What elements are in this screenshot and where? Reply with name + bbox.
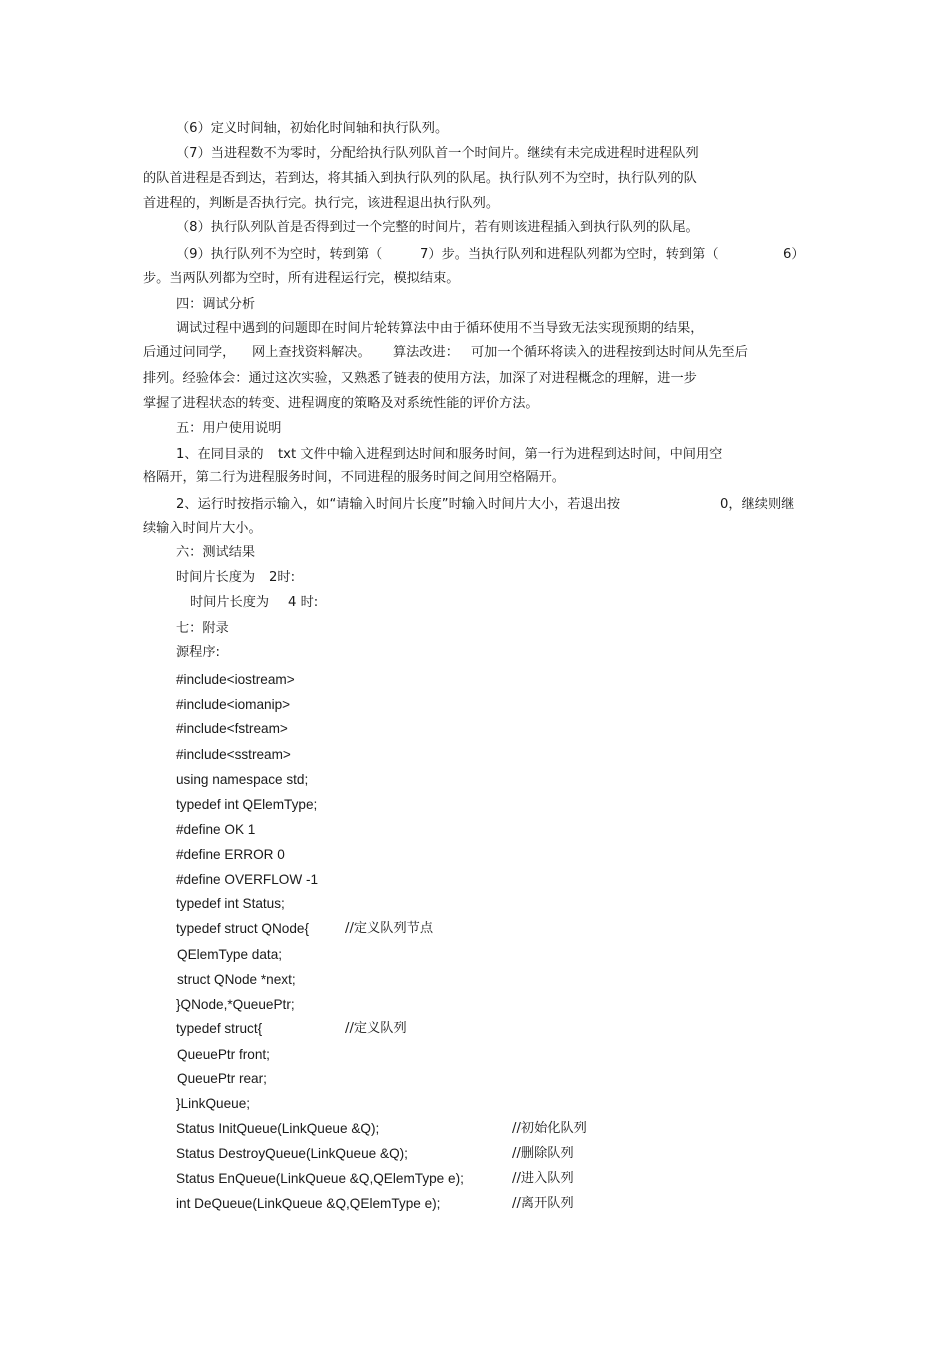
code-line: typedef struct QNode{ xyxy=(176,921,309,936)
code-line: QElemType data; xyxy=(177,947,283,962)
step-7-line-3: 首进程的，判断是否执行完。执行完，该进程退出执行队列。 xyxy=(143,196,500,211)
code-line: #define OVERFLOW -1 xyxy=(176,872,319,887)
step-7-line-2: 的队首进程是否到达，若到达，将其插入到执行队列的队尾。执行队列不为空时，执行队列的队 xyxy=(143,171,697,186)
debug-line-2d: 可加一个循环将读入的进程按到达时间从先至后 xyxy=(471,345,748,360)
code-line: #define OK 1 xyxy=(176,822,256,837)
code-comment-qnode: //定义队列节点 xyxy=(345,921,434,936)
code-line: #include<fstream> xyxy=(176,721,288,736)
appendix-heading: 七：附录 xyxy=(176,621,229,636)
code-comment-destroy: //删除队列 xyxy=(512,1146,574,1161)
step-9-line-1b: 7）步。当执行队列和进程队列都为空时，转到第（ xyxy=(420,247,719,262)
code-line: #include<sstream> xyxy=(176,747,291,762)
code-comment-init: //初始化队列 xyxy=(512,1121,587,1136)
step-6: （6）定义时间轴，初始化时间轴和执行队列。 xyxy=(176,121,449,136)
debug-line-1: 调试过程中遇到的问题即在时间片轮转算法中由于循环使用不当导致无法实现预期的结果， xyxy=(176,321,704,336)
code-line: Status InitQueue(LinkQueue &Q); xyxy=(176,1121,380,1136)
code-line: QueuePtr front; xyxy=(177,1047,270,1062)
code-line: #include<iostream> xyxy=(176,672,295,687)
code-line: #include<iomanip> xyxy=(176,697,291,712)
code-line: typedef int QElemType; xyxy=(176,797,318,812)
debug-line-2b: 网上查找资料解决。 xyxy=(252,345,371,360)
code-line: typedef int Status; xyxy=(176,896,285,911)
usage-p1-line-1a: 1、在同目录的 xyxy=(176,447,264,462)
usage-p2-line-1b: 0，继续则继 xyxy=(720,497,795,512)
result-1-value: 2时: xyxy=(269,570,296,585)
debug-heading: 四：调试分析 xyxy=(176,297,256,312)
result-1-label: 时间片长度为 xyxy=(176,570,256,585)
code-comment-queue: //定义队列 xyxy=(345,1021,407,1036)
code-comment-dequeue: //离开队列 xyxy=(512,1196,574,1211)
debug-line-4: 掌握了进程状态的转变、进程调度的策略及对系统性能的评价方法。 xyxy=(143,396,539,411)
source-label: 源程序: xyxy=(176,645,221,660)
usage-p2-line-2: 续输入时间片大小。 xyxy=(143,521,262,536)
code-line: typedef struct{ xyxy=(176,1021,263,1036)
code-line: }LinkQueue; xyxy=(176,1096,251,1111)
usage-p1-line-2: 格隔开，第二行为进程服务时间，不同进程的服务时间之间用空格隔开。 xyxy=(143,470,565,485)
step-8: （8）执行队列队首是否得到过一个完整的时间片，若有则该进程插入到执行队列的队尾。 xyxy=(176,220,699,235)
debug-line-2c: 算法改进： xyxy=(393,345,459,360)
code-line: Status DestroyQueue(LinkQueue &Q); xyxy=(176,1146,408,1161)
code-line: Status EnQueue(LinkQueue &Q,QElemType e); xyxy=(176,1171,464,1186)
debug-line-3: 排列。经验体会：通过这次实验，又熟悉了链表的使用方法，加深了对进程概念的理解，进一步 xyxy=(143,371,697,386)
step-9-line-1c: 6） xyxy=(783,247,805,262)
code-line: }QNode,*QueuePtr; xyxy=(176,997,295,1012)
usage-heading: 五：用户使用说明 xyxy=(176,421,282,436)
code-line: #define ERROR 0 xyxy=(176,847,285,862)
code-line: struct QNode *next; xyxy=(177,972,296,987)
code-line: QueuePtr rear; xyxy=(177,1071,267,1086)
usage-p1-line-1b: txt 文件中输入进程到达时间和服务时间，第一行为进程到达时间，中间用空 xyxy=(278,447,723,462)
debug-line-2a: 后通过问同学， xyxy=(143,345,236,360)
result-2-label: 时间片长度为 xyxy=(190,595,270,610)
code-comment-enqueue: //进入队列 xyxy=(512,1171,574,1186)
code-line: int DeQueue(LinkQueue &Q,QElemType e); xyxy=(176,1196,441,1211)
step-7-line-1: （7）当进程数不为零时，分配给执行队列队首一个时间片。继续有未完成进程时进程队列 xyxy=(176,146,699,161)
results-heading: 六：测试结果 xyxy=(176,545,256,560)
code-line: using namespace std; xyxy=(176,772,309,787)
result-2-value: 4 时: xyxy=(288,595,319,610)
step-9-line-2: 步。当两队列都为空时，所有进程运行完，模拟结束。 xyxy=(143,271,460,286)
usage-p2-line-1a: 2、运行时按指示输入，如“请输入时间片长度”时输入时间片大小，若退出按 xyxy=(176,497,621,512)
step-9-line-1a: （9）执行队列不为空时，转到第（ xyxy=(176,247,383,262)
